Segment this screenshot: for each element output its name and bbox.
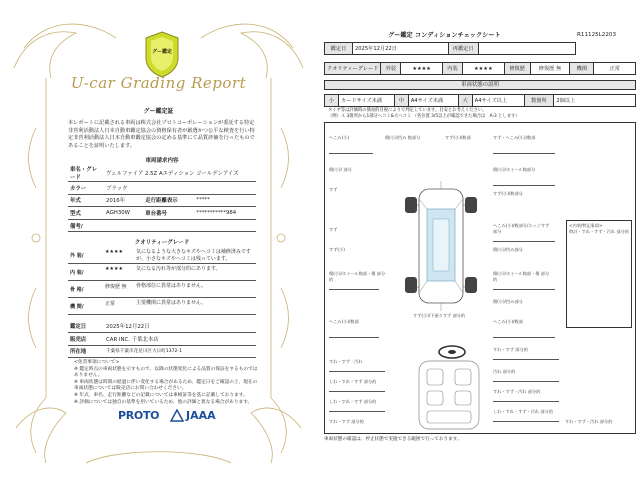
report-title: U-car Grading Report [70, 74, 247, 92]
damage-label: すれ・すず 部分的 [329, 419, 364, 424]
grade-table [324, 62, 636, 75]
quality-row-frame: 骨 格/ 修復歴 無 骨格部位に異常はありません。 [68, 281, 256, 298]
table-row: 所在地 千葉県千葉市花見川区大日町1372-1 [68, 345, 256, 358]
table-row: 小 カードサイズ未満 中 A4サイズ未満 大 A4サイズ以上 数箇所 2個以上 [325, 95, 636, 107]
damage-label: 傷(小)/凹み部分 [493, 247, 523, 252]
damage-label: へこみ(小)/数部分/エッジすず部分 [493, 223, 550, 234]
quality-row-engine: 機 関/ 正常 主要機関に異常はありません。 [68, 298, 256, 315]
damage-label: すれ・すず・汚れ 部分的 [493, 389, 541, 394]
vehicle-info-table [68, 165, 256, 232]
damage-label: へこみ(小) [329, 135, 350, 140]
steering-wheel-icon [437, 345, 467, 359]
table-row: クオリティーグレード 外装 ★★★★ 内装 ★★★★ 修復歴 修復歴 無 機関 正常 [325, 63, 636, 75]
damage-label: 傷(小)/ 部分 [329, 167, 352, 172]
damage-label: すれ・すず・汚れ 部分的 [565, 419, 613, 424]
damage-label: 傷(小)/ホイール数部・傷 部分的 [329, 271, 386, 282]
certificate-label: グー鑑定証 [143, 108, 174, 115]
sheet-title: グー鑑定 コンディションチェックシート [388, 32, 501, 39]
table-row: 年式 2016年 走行距離表示 ***** [68, 194, 256, 207]
table-row: 鑑定日 2025年12月22日 再鑑定日 [325, 43, 576, 55]
damage-label: すず [329, 187, 338, 192]
car-top-view-diagram [397, 181, 485, 311]
document-number: R11125L2203 [577, 32, 617, 38]
damage-label: すれ・すず 部分的 [493, 347, 528, 352]
damage-label: 傷(小)/ホイール数部・傷 部分的 [493, 271, 550, 282]
interior-notes-box [566, 220, 632, 328]
vehicle-state-heading: 車両状態の説明 [324, 80, 636, 90]
table-row: 販売店 CAR INC. 千葉北本店 [68, 333, 256, 346]
damage-label: すず(小)/数部 [445, 135, 471, 140]
footnote: 車両状態の確認は、停止状態で実施できる範囲で行っております。 [324, 437, 462, 442]
jaaa-mark-icon [170, 409, 184, 423]
proto-logo: PROTO [118, 409, 160, 422]
table-row: 型式 AGH30W 車台番号 ***********984 [68, 207, 256, 220]
goo-seal-logo [142, 30, 182, 78]
size-legend-table [324, 94, 636, 107]
quality-row-exterior: 外 装/ ★★★★ 気になるような大きなキズやヘコミは補修済みですが、小さなキズやヘコミは残っています。 [68, 247, 256, 264]
disclaimer-notes: <免責事項について> ※ 鑑定時点の車両状態を示すもので、以降の状態変化による品質の保証をするものではありません。 ※ 車両状態は時間の経過に伴い変化する場合があるため、鑑定日をご確認の上、現在の車両状態については販売店にお問い合わせください。 ※ 年式、車名、走行距離などの記載については車検証等を基に記載しております。 ※ 評価については独自の基準を用いているため、他の評価と異なる場合があります。 [74, 360, 258, 405]
damage-label: すず(小)/数部分 [493, 191, 523, 196]
damage-label: すず・へこみ(小)/数部 [493, 135, 536, 140]
quality-row-interior: 内 装/ ★★★★ 気になる汚れ等が部分的にあります。 [68, 264, 256, 281]
damage-label: しわ・すれ・すず・汚れ 部分的 [493, 409, 553, 414]
quality-section-heading: クオリティーグレード [134, 240, 190, 246]
table-row: カラー ブラック [68, 182, 256, 195]
damage-label: 傷(小)/ホイール数部分 [493, 167, 536, 172]
footer-logos [118, 407, 248, 425]
intro-text: 本レポートに記載される車両は株式会社プロトコーポレーションが委託する特定非営利活動法人日本自動車鑑定協会の資格保有者が厳選かつ公平な検査を行い特定非営利活動法人日本自動車鑑定協会の定める基準にて品質評価を行ったものであることを証明いたします。 [68, 120, 255, 149]
table-row: 備考/ [68, 219, 256, 232]
jaaa-logo: JAAA [186, 409, 216, 422]
table-row: 車名・グレード ヴェルファイア 2.5Z Aエディション ゴールデンアイズ [68, 165, 256, 182]
damage-label: 傷(小)/凹み部分 [493, 299, 523, 304]
damage-label: すれ・すず・汚れ [329, 359, 363, 364]
damage-label: 汚れ 部分的 [493, 369, 516, 374]
table-row: 鑑定日 2025年12月22日 [68, 320, 256, 333]
damage-label: すず [329, 227, 338, 232]
damage-label: しわ・すれ・すず 部分的 [329, 379, 377, 384]
vehicle-section-heading: 車両請求内容 [145, 158, 179, 164]
interior-seat-diagram [413, 359, 485, 431]
damage-label: しわ・すれ・すず 部分的 [329, 399, 377, 404]
seal-text: グー鑑定 [151, 49, 172, 55]
condition-check-sheet [324, 28, 636, 468]
date-table [324, 42, 576, 55]
damage-label: へこみ(小)/数部 [493, 319, 523, 324]
damage-label: 傷(小)/凹み 数部分 [385, 135, 421, 140]
damage-label: すず(小) [329, 247, 345, 252]
legend-note: タイヤ等は評価時の簡易的目視によりで判定しています。目安とお考えください。 （例）Ａ 3箇所から1部分ヘコミ&大ヘコミ （各位置 3/5以上が確認できた場合は A-3 とします） [328, 108, 520, 119]
damage-label: へこみ(小)/数部 [329, 319, 359, 324]
interior-notes-text: <内装/特記事項> 時計・すれ・すず・汚れ 部分的 [569, 223, 629, 234]
appraisal-info-table [68, 320, 256, 358]
vehicle-diagram-box [324, 122, 636, 434]
damage-label: すず(小)/下廻りすず 部分的 [413, 313, 466, 318]
grading-report [6, 8, 311, 470]
